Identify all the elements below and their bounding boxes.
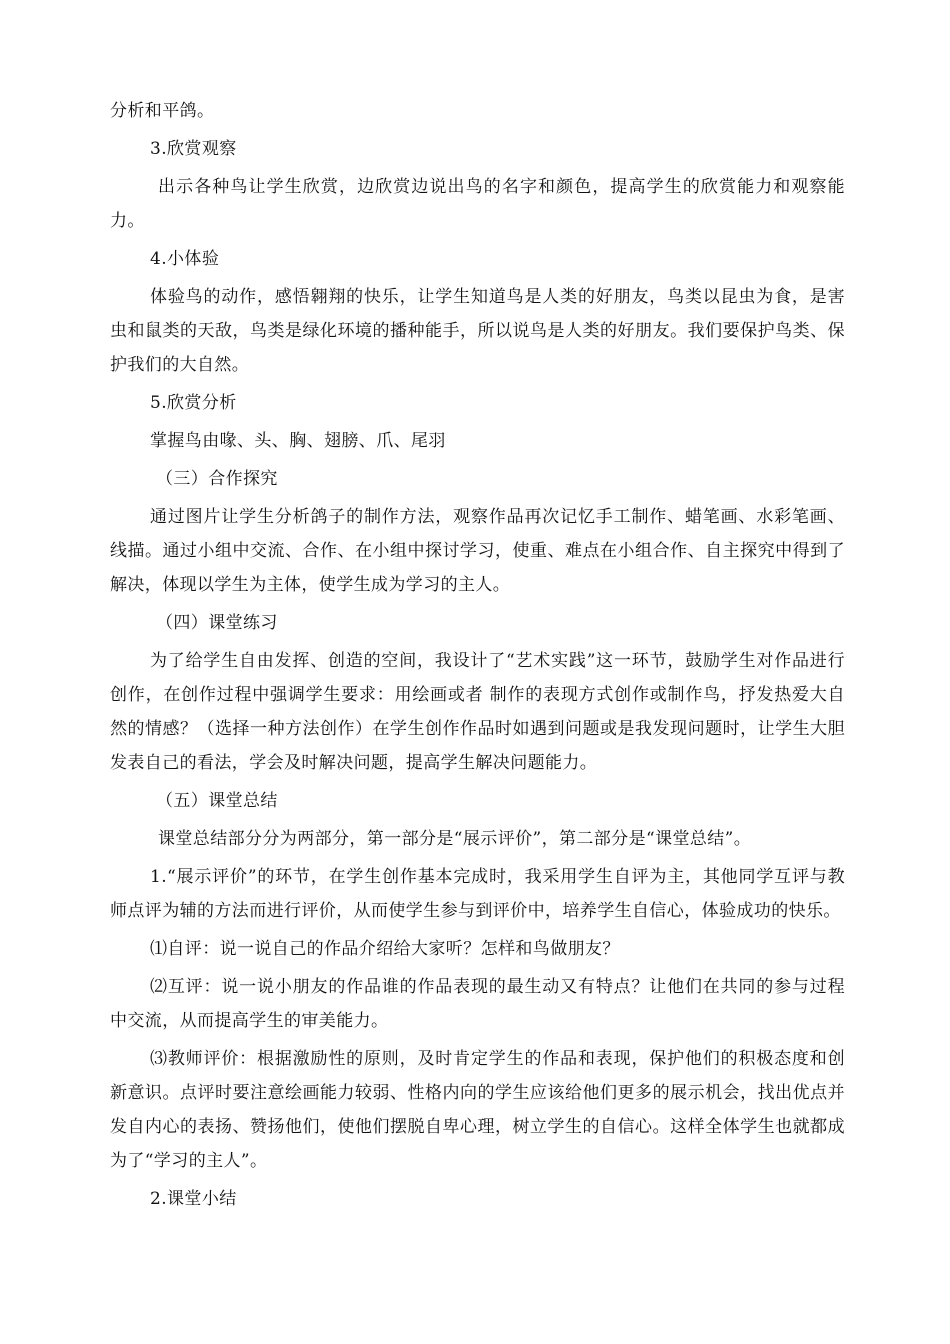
paragraph-small-experience: 体验鸟的动作，感悟翱翔的快乐，让学生知道鸟是人类的好朋友，鸟类以昆虫为食，是害虫和鼠类的天敌，鸟类是绿化环境的播种能手，所以说鸟是人类的好朋友。我们要保护鸟类、保护我们的大自然。 xyxy=(110,287,845,375)
paragraph-display-evaluation: 1.“展示评价”的环节，在学生创作基本完成时，我采用学生自评为主，其他同学互评与教师点评为辅的方法而进行评价，从而使学生参与到评价中，培养学生自信心，体验成功的快乐。 xyxy=(110,867,845,921)
paragraph-continuation: 分析和平鸽。 xyxy=(110,101,215,121)
document-page xyxy=(110,94,845,1216)
paragraph-teacher-evaluation: ⑶教师评价：根据激励性的原则，及时肯定学生的作品和表现，保护他们的积极态度和创新意识。点评时要注意绘画能力较弱、性格内向的学生应该给他们更多的展示机会，找出优点并发自内心的表扬、赞扬他们，使他们摆脱自卑心理，树立学生的自信心。这样全体学生也就都成为了“学习的主人”。 xyxy=(110,1049,845,1171)
paragraph-peer-evaluation: ⑵互评：说一说小朋友的作品谁的作品表现的最生动又有特点？让他们在共同的参与过程中交流，从而提高学生的审美能力。 xyxy=(110,977,845,1031)
paragraph-summary-intro: 课堂总结部分分为两部分，第一部分是“展示评价”，第二部分是“课堂总结”。 xyxy=(158,829,752,849)
paragraph-self-evaluation: ⑴自评：说一说自己的作品介绍给大家听？怎样和鸟做朋友？ xyxy=(150,939,620,959)
heading-class-conclusion: 2.课堂小结 xyxy=(150,1189,237,1209)
paragraph-appreciate-observe: 出示各种鸟让学生欣赏，边欣赏边说出鸟的名字和颜色，提高学生的欣赏能力和观察能力。 xyxy=(110,177,845,231)
heading-cooperative-inquiry: （三）合作探究 xyxy=(156,469,278,489)
heading-classroom-practice: （四）课堂练习 xyxy=(156,613,278,633)
heading-small-experience: 4.小体验 xyxy=(150,249,220,269)
heading-appreciate-analyze: 5.欣赏分析 xyxy=(150,393,237,413)
paragraph-appreciate-analyze: 掌握鸟由喙、头、胸、翅膀、爪、尾羽 xyxy=(150,431,446,451)
paragraph-cooperative-inquiry: 通过图片让学生分析鸽子的制作方法，观察作品再次记忆手工制作、蜡笔画、水彩笔画、线描。通过小组中交流、合作、在小组中探讨学习，使重、难点在小组合作、自主探究中得到了解决，体现以学生为主体，使学生成为学习的主人。 xyxy=(110,507,845,595)
paragraph-classroom-practice: 为了给学生自由发挥、创造的空间，我设计了“艺术实践”这一环节，鼓励学生对作品进行创作，在创作过程中强调学生要求：用绘画或者 制作的表现方式创作或制作鸟，抒发热爱大自然的情感？（选择一种方法创作）在学生创作作品时如遇到问题或是我发现问题时，让学生大胆发表自己的看法，学会及时解决问题，提高学生解决问题能力。 xyxy=(110,651,845,773)
heading-classroom-summary: （五）课堂总结 xyxy=(156,791,278,811)
heading-appreciate-observe: 3.欣赏观察 xyxy=(150,139,237,159)
